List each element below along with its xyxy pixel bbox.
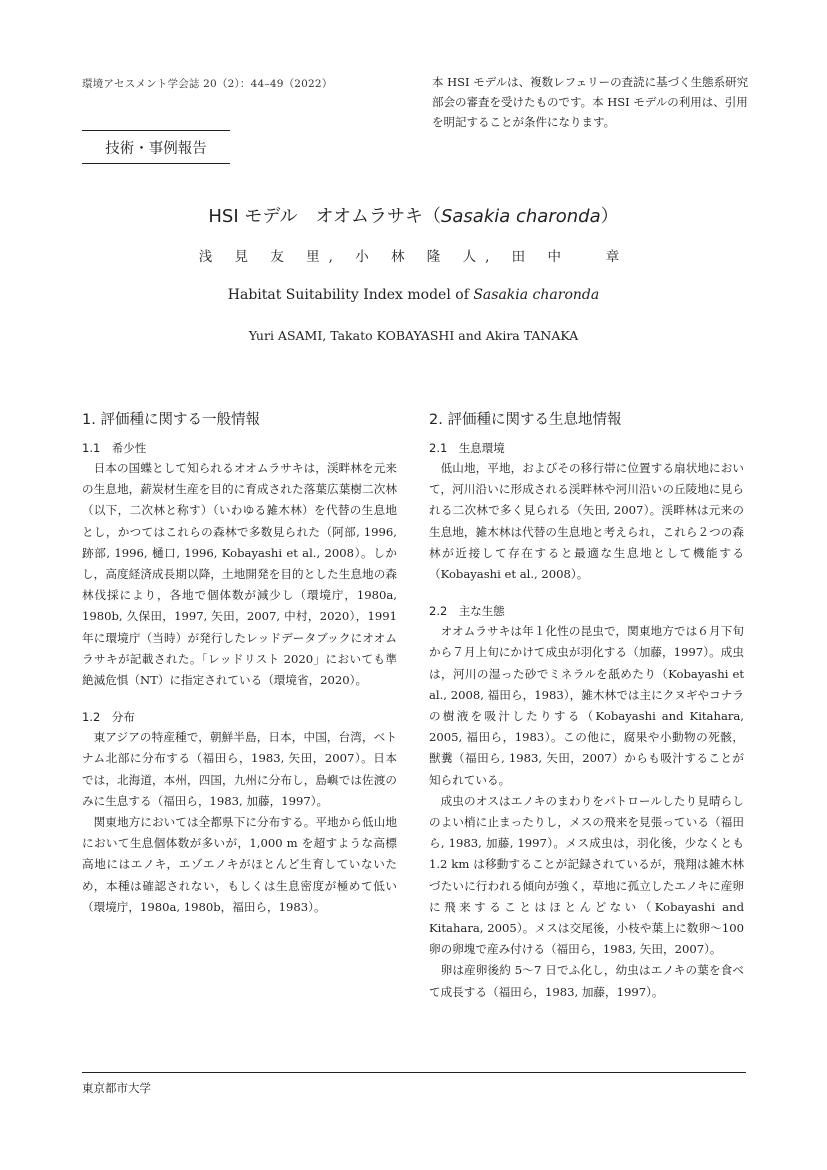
section-2-2-heading: 2.2 主な生態 [429,604,505,619]
section-1-2-heading: 1.2 分布 [82,710,135,725]
title-suffix: ） [600,206,619,227]
right-column [429,408,744,1003]
paragraph: 低山地，平地，およびその移行帯に位置する扇状地において，河川沿いに形成される渓畔林や河川沿いの丘陵地に見られる二次林で多く見られる（矢田, 2007）。渓畔林は元来の生息地，雑木林は代替の生息地と考えられ，これら２つの森林が近接して存在すると最適な生息地として機能する（Kobayashi et al., 2008）。 [429,461,744,582]
section-1-heading: 1. 評価種に関する一般情報 [82,412,260,428]
article-category-box [82,130,230,164]
section-2-heading: 2. 評価種に関する生息地情報 [429,412,622,428]
english-title-prefix: Habitat Suitability Index model of [227,287,474,303]
left-column [82,408,397,918]
journal-citation: 環境アセスメント学会誌 20（2）：44–49（2022） [82,78,333,90]
paragraph: 卵は産卵後約 5～7 日でふ化し，幼虫はエノキの葉を食べて成長する（福田ら，1983, 加藤，1997）。 [429,963,744,999]
english-title [0,287,827,303]
english-title-species: Sasakia charonda [473,287,600,303]
title-prefix: HSI モデル オオムラサキ（ [208,206,441,227]
spacer [82,691,397,707]
authors-english: Yuri ASAMI, Takato KOBAYASHI and Akira TANAKA [248,328,579,343]
paragraph: オオムラサキは年１化性の昆虫で，関東地方では６月下旬から７月上旬にかけて成虫が羽化する（加藤，1997）。成虫は，河川の湿った砂でミネラルを舐めたり（Kobayashi et al., 2008, 福田ら，1983），雑木林では主にクヌギやコナラの樹液を吸汁したりする（Kobayashi and Kitahara, 2005, 福田ら，1983）。この他に，腐果や小動物の死骸，獣糞（福田ら, 1983, 矢田，2007）からも吸汁することが知られている。 [429,624,744,787]
title-species: Sasakia charonda [440,206,601,227]
section-2-1-heading: 2.1 生息環境 [429,441,505,455]
review-notice: 本 HSI モデルは、複数レフェリーの査読に基づく生態系研究部会の審査を受けたものです。本 HSI モデルの利用は、引用を明記することが条件になります。 [432,75,749,129]
paragraph: 成虫のオスはエノキのまわりをパトロールしたり見晴らしのよい梢に止まったりし，メスの飛来を見張っている（福田ら, 1983, 加藤, 1997）。メス成虫は，羽化後，少なくとも 1.2 km は移動することが記録されているが，飛翔は雑木林づたいに行われる傾向が強く，草地に孤立したエノキに産卵に飛来することはほとんどない（Kobayashi and Kitahara, 2005）。メスは交尾後，小枝や葉上に数卵～100 卵の卵塊で産み付ける（福田ら，1983, 矢田，2007）。 [429,793,744,957]
article-category: 技術・事例報告 [105,141,207,157]
paragraph: 関東地方においては全都県下に分布する。平地から低山地において生息個体数が多いが，1,000 m を超すような高標高地にはエノキ，エゾエノキがほとんど生育していないため，本種は確認されない，もしくは生息密度が極めて低い（環境庁，1980a, 1980b，福田ら，1983）。 [82,815,397,914]
footer-divider [82,1072,746,1073]
spacer [429,585,744,601]
paragraph: 日本の国蝶として知られるオオムラサキは，渓畔林を元来の生息地，薪炭材生産を目的に育成された落葉広葉樹二次林（以下，二次林と称す）（いわゆる雑木林）を代替の生息地とし，かつてはこれらの森林で多数見られた（阿部, 1996, 跡部, 1996, 樋口, 1996, Kobayashi et al., 2008）。しかし，高度経済成長期以降，土地開発を目的とした生息地の森林伐採により，各地で個体数が減少し（環境庁，1980a, 1980b, 久保田，1997, 矢田，2007, 中村，2020），1991 年に環境庁（当時）が発行したレッドデータブックにオオムラサキが記載された。「レッドリスト 2020」においても準絶滅危惧（NT）に指定されている（環境省，2020）。 [82,461,397,688]
article-title [0,202,827,228]
paragraph: 東アジアの特産種で，朝鮮半島，日本，中国，台湾，ベトナム北部に分布する（福田ら，1983, 矢田，2007）。日本では，北海道，本州，四国，九州に分布し，島嶼では佐渡のみに生息する（福田ら，1983, 加藤，1997）。 [82,730,397,808]
section-1-1-heading: 1.1 希少性 [82,441,147,455]
author-affiliation: 東京都市大学 [82,1081,151,1095]
authors-japanese: 浅 見 友 里, 小 林 隆 人, 田 中 章 [198,249,629,265]
